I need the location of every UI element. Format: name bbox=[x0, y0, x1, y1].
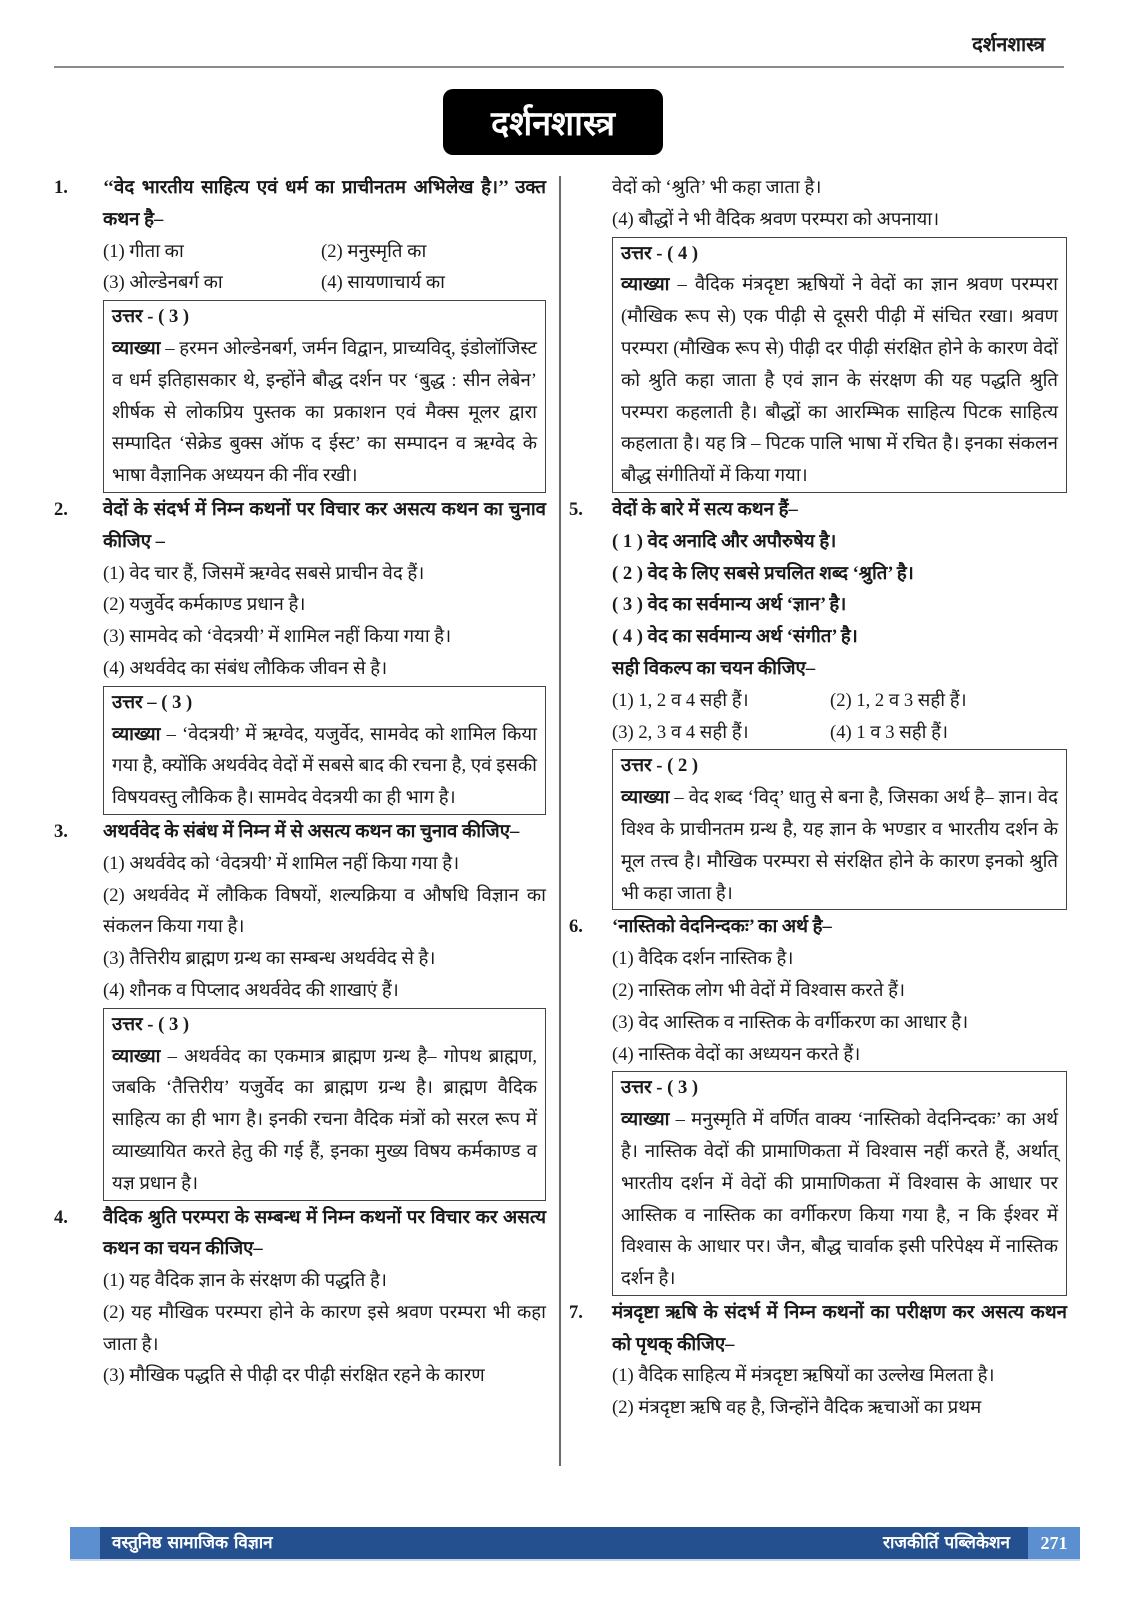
option-1: (1) वैदिक साहित्य में मंत्रदृष्टा ऋषियों का उल्लेख मिलता है। bbox=[612, 1365, 995, 1387]
option-3: (3) मौखिक पद्धति से पीढ़ी दर पीढ़ी संरक्षित रहने के कारण bbox=[103, 1365, 485, 1387]
question-4 bbox=[54, 1202, 546, 1393]
question-text: वेदों के संदर्भ में निम्न कथनों पर विचार कर असत्य कथन का चुनाव कीजिए – bbox=[103, 498, 546, 552]
answer-box bbox=[612, 1071, 1067, 1296]
question-text: वेदों के बारे में सत्य कथन हैं– bbox=[612, 498, 798, 520]
question-number: 4. bbox=[54, 1206, 68, 1228]
answer-box bbox=[103, 1008, 546, 1201]
option-2: (2) मंत्रदृष्टा ऋषि वह है, जिन्होंने वैदिक ऋचाओं का प्रथम bbox=[612, 1397, 982, 1419]
explanation bbox=[621, 269, 1058, 492]
option-3-continued: वेदों को ‘श्रुति’ भी कहा जाता है। bbox=[612, 177, 822, 198]
options bbox=[612, 685, 1067, 749]
footer-accent bbox=[70, 1527, 100, 1559]
option-3: (3) 2, 3 व 4 सही हैं। bbox=[612, 721, 749, 743]
option-3: (3) वेद आस्तिक व नास्तिक के वर्गीकरण का आधार है। bbox=[612, 1011, 969, 1033]
left-column bbox=[54, 172, 546, 1392]
question-3 bbox=[54, 816, 546, 1201]
explanation-text: – मनुस्मृति में वर्णित वाक्य ‘नास्तिको वेदनिन्दकः’ का अर्थ है। नास्तिक वेदों की प्रामाणिकता में विश्वास नहीं करते हैं, अर्थात् भारतीय दर्शन में वेदों की प्रामाणिकता में विश्वास के आधार पर आस्तिक व नास्तिक का वर्गीकरण किया गया है, न कि ईश्वर में विश्वास के आधार पर। जैन, बौद्ध चार्वाक इसी परिपेक्ष्य में नास्तिक दर्शन है। bbox=[621, 1109, 1058, 1290]
explanation-text: – वेद शब्द ‘विद्’ धातु से बना है, जिसका अर्थ है– ज्ञान। वेद विश्व के प्राचीनतम ग्रन्थ है, यह ज्ञान के भण्डार व भारतीय दर्शन के मूल तत्त्व है। मौखिक परम्परा से संरक्षित होने के कारण इनको श्रुति भी कहा जाता है। bbox=[621, 787, 1058, 904]
option-3: (3) ओल्डेनबर्ग का bbox=[103, 272, 223, 294]
option-2: (2) यजुर्वेद कर्मकाण्ड प्रधान है। bbox=[103, 594, 306, 616]
explanation bbox=[621, 782, 1058, 909]
question-4-continued bbox=[569, 172, 1067, 493]
option-1: (1) यह वैदिक ज्ञान के संरक्षण की पद्धति है। bbox=[103, 1270, 387, 1292]
header-rule bbox=[54, 66, 1064, 68]
question-text: ‘‘वेद भारतीय साहित्य एवं धर्म का प्राचीनतम अभिलेख है।’’ उक्त कथन है– bbox=[103, 177, 546, 230]
question-number: 6. bbox=[569, 916, 583, 938]
option-1: (1) वेद चार हैं, जिसमें ऋग्वेद सबसे प्राचीन वेद हैं। bbox=[103, 562, 425, 584]
explanation bbox=[621, 1104, 1058, 1295]
option-3: (3) तैत्तिरीय ब्राह्मण ग्रन्थ का सम्बन्ध अथर्ववेद से है। bbox=[103, 948, 436, 970]
answer-label: उत्तर - ( 3 ) bbox=[112, 306, 190, 328]
options bbox=[103, 236, 546, 300]
question-number: 5. bbox=[569, 498, 583, 520]
right-column bbox=[569, 172, 1067, 1424]
option-1: (1) अथर्ववेद को ‘वेदत्रयी’ में शामिल नहीं किया गया है। bbox=[103, 852, 460, 874]
explanation-label: व्याख्या bbox=[112, 337, 161, 359]
option-4: (4) बौद्धों ने भी वैदिक श्रवण परम्परा को अपनाया। bbox=[612, 208, 940, 230]
option-1: (1) 1, 2 व 4 सही हैं। bbox=[612, 689, 749, 711]
question-6 bbox=[569, 911, 1067, 1296]
explanation bbox=[112, 719, 537, 814]
option-4: (4) सायणाचार्य का bbox=[321, 272, 445, 294]
running-head: दर्शनशास्त्र bbox=[972, 34, 1045, 56]
option-1: (1) गीता का bbox=[103, 240, 184, 262]
footer-band bbox=[70, 1527, 1080, 1559]
option-3: (3) सामवेद को ‘वेदत्रयी’ में शामिल नहीं किया गया है। bbox=[103, 626, 452, 648]
option-4: (4) अथर्ववेद का संबंध लौकिक जीवन से है। bbox=[103, 657, 388, 679]
option-2: (2) 1, 2 व 3 सही हैं। bbox=[830, 689, 967, 711]
explanation bbox=[112, 333, 537, 492]
option-4: (4) शौनक व पिप्लाद अथर्ववेद की शाखाएं हैं। bbox=[103, 979, 399, 1001]
option-4: (4) नास्तिक वेदों का अध्ययन करते हैं। bbox=[612, 1043, 861, 1065]
explanation-label: व्याख्या bbox=[621, 274, 670, 296]
question-prompt: सही विकल्प का चयन कीजिए– bbox=[612, 657, 816, 679]
option-4: (4) 1 व 3 सही हैं। bbox=[830, 721, 949, 743]
explanation bbox=[112, 1041, 537, 1200]
footer-book-title: वस्तुनिष्ठ सामाजिक विज्ञान bbox=[112, 1533, 273, 1553]
statement-3: ( 3 ) वेद का सर्वमान्य अर्थ ‘ज्ञान’ है। bbox=[612, 594, 847, 616]
explanation-label: व्याख्या bbox=[112, 1045, 161, 1067]
question-7 bbox=[569, 1297, 1067, 1424]
option-2: (2) यह मौखिक परम्परा होने के कारण इसे श्रवण परम्परा भी कहा जाता है। bbox=[103, 1301, 546, 1355]
question-text: अथर्ववेद के संबंध में निम्न में से असत्य कथन का चुनाव कीजिए– bbox=[103, 820, 520, 842]
option-2: (2) मनुस्मृति का bbox=[321, 240, 427, 262]
option-1: (1) वैदिक दर्शन नास्तिक है। bbox=[612, 948, 794, 970]
question-number: 2. bbox=[54, 498, 68, 520]
explanation-text: – वैदिक मंत्रदृष्टा ऋषियों ने वेदों का ज्ञान श्रवण परम्परा (मौखिक रूप से) एक पीढ़ी से दूसरी पीढ़ी में संचित रखा। श्रवण परम्परा (मौखिक रूप से) पीढ़ी दर पीढ़ी संरक्षित होने के कारण वेदों को श्रुति कहा जाता है एवं ज्ञान के संरक्षण की यह पद्धति श्रुति परम्परा कहलाती है। बौद्धों का आरम्भिक साहित्य पिटक साहित्य कहलाता है। यह त्रि – पिटक पालि भाषा में रचित है। इनका संकलन बौद्ध संगीतियों में किया गया। bbox=[621, 274, 1058, 487]
explanation-text: – अथर्ववेद का एकमात्र ब्राह्मण ग्रन्थ है– गोपथ ब्राह्मण, जबकि ‘तैत्तिरीय’ यजुर्वेद का ब्राह्मण ग्रन्थ है। ब्राह्मण वैदिक साहित्य का ही भाग है। इनकी रचना वैदिक मंत्रों को सरल रूप में व्याख्यायित करते हेतु की गई हैं, इनका मुख्य विषय कर्मकाण्ड व यज्ञ प्रधान है। bbox=[112, 1045, 537, 1194]
answer-label: उत्तर – ( 3 ) bbox=[112, 691, 193, 713]
answer-label: उत्तर - ( 3 ) bbox=[621, 1077, 699, 1099]
explanation-label: व्याख्या bbox=[621, 1109, 670, 1131]
explanation-label: व्याख्या bbox=[112, 723, 161, 745]
footer-shadow bbox=[70, 1559, 1080, 1561]
answer-label: उत्तर - ( 2 ) bbox=[621, 755, 699, 777]
question-text: मंत्रदृष्टा ऋषि के संदर्भ में निम्न कथनों का परीक्षण कर असत्य कथन को पृथक् कीजिए– bbox=[612, 1301, 1067, 1355]
chapter-title: दर्शनशास्त्र bbox=[443, 89, 663, 155]
statement-4: ( 4 ) वेद का सर्वमान्य अर्थ ‘संगीत’ है। bbox=[612, 626, 858, 648]
question-number: 7. bbox=[569, 1301, 583, 1323]
explanation-text: – हरमन ओल्डेनबर्ग, जर्मन विद्वान, प्राच्यविद्, इंडोलॉजिस्ट व धर्म इतिहासकार थे, इन्होंने बौद्ध दर्शन पर ‘बुद्ध : सीन लेबेन’ शीर्षक से लोकप्रिय पुस्तक का प्रकाशन एवं मैक्स मूलर द्वारा सम्पादित ‘सेक्रेड बुक्स ऑफ द ईस्ट’ का सम्पादन व ऋग्वेद के भाषा वैज्ञानिक अध्ययन की नींव रखी। bbox=[112, 337, 537, 487]
question-text: वैदिक श्रुति परम्परा के सम्बन्ध में निम्न कथनों पर विचार कर असत्य कथन का चयन कीजिए– bbox=[103, 1206, 546, 1260]
page-number: 271 bbox=[1028, 1527, 1080, 1559]
question-number: 3. bbox=[54, 820, 68, 842]
footer-publisher: राजकीर्ति पब्लिकेशन bbox=[883, 1533, 1010, 1553]
explanation-label: व्याख्या bbox=[621, 787, 670, 809]
option-2: (2) नास्तिक लोग भी वेदों में विश्वास करते हैं। bbox=[612, 979, 906, 1001]
statement-1: ( 1 ) वेद अनादि और अपौरुषेय है। bbox=[612, 530, 837, 552]
answer-box bbox=[103, 300, 546, 493]
question-1 bbox=[54, 172, 546, 493]
explanation-text: – ‘वेदत्रयी’ में ऋग्वेद, यजुर्वेद, सामवेद को शामिल किया गया है, क्योंकि अथर्ववेद वेदों में सबसे बाद की रचना है, एवं इसकी विषयवस्तु लौकिक है। सामवेद वेदत्रयी का ही भाग है। bbox=[112, 723, 537, 809]
answer-label: उत्तर - ( 4 ) bbox=[621, 242, 699, 264]
question-text: ‘नास्तिको वेदनिन्दकः’ का अर्थ है– bbox=[612, 916, 832, 938]
answer-box bbox=[103, 686, 546, 815]
answer-label: उत्तर - ( 3 ) bbox=[112, 1013, 190, 1035]
question-number: 1. bbox=[54, 177, 68, 198]
question-2 bbox=[54, 494, 546, 815]
statement-2: ( 2 ) वेद के लिए सबसे प्रचलित शब्द ‘श्रुति’ है। bbox=[612, 562, 914, 584]
question-5 bbox=[569, 494, 1067, 910]
answer-box bbox=[612, 237, 1067, 493]
column-divider bbox=[559, 176, 561, 1466]
option-2: (2) अथर्ववेद में लौकिक विषयों, शल्यक्रिया व औषधि विज्ञान का संकलन किया गया है। bbox=[103, 884, 546, 938]
answer-box bbox=[612, 749, 1067, 910]
